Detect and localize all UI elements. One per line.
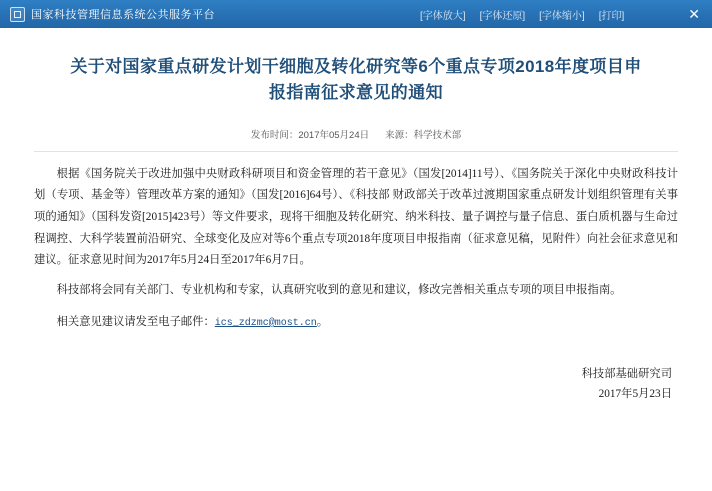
page-title: 关于对国家重点研发计划干细胞及转化研究等6个重点专项2018年度项目申报指南征求意见的通知 bbox=[70, 57, 642, 103]
contact-email-link[interactable]: ics_zdzmc@most.cn bbox=[214, 317, 317, 329]
document-body bbox=[0, 54, 712, 491]
document-content bbox=[34, 164, 678, 334]
contact-email-line bbox=[34, 312, 678, 334]
contact-email-suffix: 。 bbox=[316, 315, 329, 328]
building-icon bbox=[10, 7, 25, 22]
signature-block bbox=[34, 364, 678, 406]
contact-email-label: 相关意见建议请发至电子邮件： bbox=[56, 315, 215, 328]
header-title: 国家科技管理信息系统公共服务平台 bbox=[31, 9, 215, 21]
header-brand bbox=[10, 6, 215, 22]
font-reset-button[interactable]: [字体还原] bbox=[479, 10, 526, 22]
font-shrink-button[interactable]: [字体缩小] bbox=[539, 10, 585, 22]
document-meta bbox=[34, 127, 678, 141]
font-enlarge-button[interactable]: [字体放大] bbox=[420, 10, 466, 22]
source-value: 科学技术部 bbox=[413, 129, 462, 141]
app-header bbox=[0, 0, 712, 28]
header-tools bbox=[420, 0, 624, 28]
publish-time bbox=[251, 127, 369, 141]
source bbox=[385, 127, 461, 141]
paragraph-1: 根据《国务院关于改进加强中央财政科研项目和资金管理的若干意见》（国发[2014]11号）、《国务院关于深化中央财政科技计划（专项、基金等）管理改革方案的通知》（国发[2016]64号）、《科技部 财政部关于改革过渡期国家重点研发计划组织管理有关事项的通知》（国科发资[2015]423号）等文件要求，现将干细胞及转化研究、纳米科技、量子调控与量子信息、蛋白质机器与生命过程调控、大科学装置前沿研究、全球变化及应对等6个重点专项2018年度项目申报指南（征求意见稿，见附件）向社会征求意见和建议。征求意见时间为2017年5月24日至2017年6月7日。 bbox=[34, 167, 678, 267]
signature-date: 2017年5月23日 bbox=[598, 388, 672, 401]
signature-department: 科技部基础研究司 bbox=[581, 367, 672, 380]
source-label: 来源： bbox=[385, 129, 414, 141]
divider bbox=[34, 151, 678, 152]
publish-time-label: 发布时间： bbox=[250, 129, 299, 141]
paragraph-2: 科技部将会同有关部门、专业机构和专家，认真研究收到的意见和建议，修改完善相关重点专项的项目申报指南。 bbox=[56, 284, 622, 297]
close-icon[interactable]: ✕ bbox=[688, 6, 700, 22]
publish-time-value: 2017年05月24日 bbox=[298, 129, 370, 141]
print-button[interactable]: [打印] bbox=[598, 10, 625, 22]
